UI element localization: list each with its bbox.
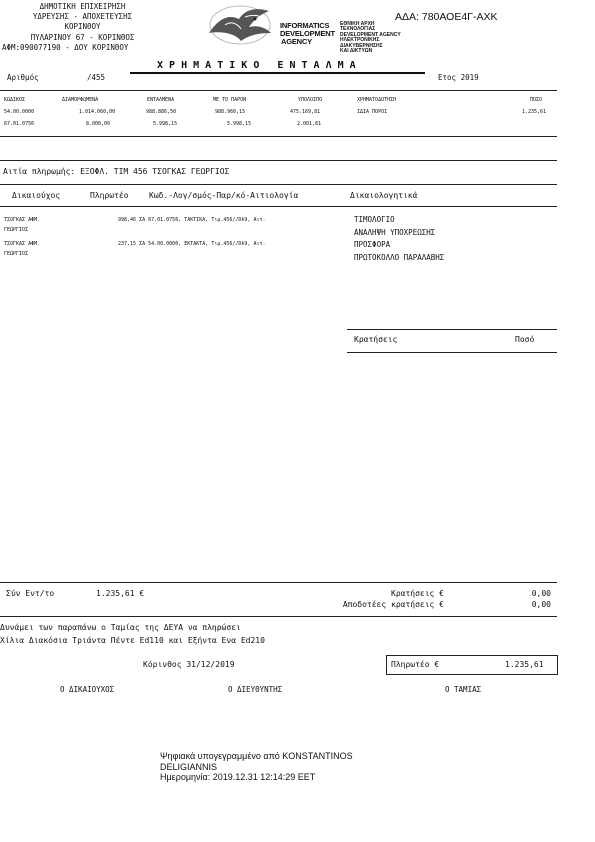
- col-formed: ΔΙΑΜΟΡΦΩΜΕΝΑ: [62, 97, 99, 103]
- row-formed: 8.000,00: [86, 121, 111, 127]
- documents-list: [354, 214, 444, 264]
- row-ordered: 5.998,15: [153, 121, 178, 127]
- budget-table: [0, 97, 557, 133]
- payable-label: Πληρωτέο €: [391, 660, 440, 669]
- number-value: /455: [87, 73, 106, 82]
- ada-number: ΑΔΑ: 780ΑΟΕ4Γ-ΑΧΚ: [395, 11, 498, 23]
- row-detail: 998,46 ΣΑ 67.01.0756, ΤΑΚΤΙΚΑ, Τιμ.456//Dk9, Αιτ.: [118, 217, 266, 223]
- table-row: [0, 121, 557, 133]
- digital-signature: [160, 751, 353, 783]
- divider-reason-top: [0, 160, 557, 161]
- place-date: Κόρινθος 31/12/2019: [143, 660, 235, 669]
- title-underline: [130, 72, 425, 74]
- divider-budget: [0, 136, 557, 137]
- withheld-deductions-value: 0,00: [531, 600, 551, 609]
- document-title: Χ Ρ Η Μ Α Τ Ι Κ Ο Ε Ν Τ Α Λ Μ Α: [157, 60, 356, 71]
- logo-text: [280, 22, 335, 46]
- deductions-label: Κρατήσεις: [354, 335, 398, 344]
- fiscal-year: Ετος 2019: [438, 73, 479, 82]
- authorization-line-2: Χίλια Διακόσια Τριάντα Πέντε Ed110 και Εξήντα Ενα Ed210: [0, 636, 265, 645]
- logo-greek-line-5: ΔΙΑΚΥΒΕΡΝΗΣΗΣ: [340, 42, 383, 49]
- list-item: ΠΡΩΤΟΚΟΛΛΟ ΠΑΡΑΛΑΒΗΣ: [354, 252, 445, 262]
- row-remaining: 475.169,81: [290, 109, 321, 115]
- number-label: Αριθμός: [7, 73, 39, 82]
- deductions-top-line: [347, 329, 557, 330]
- row-current: 988.960,15: [215, 109, 246, 115]
- total-entitled-value: 1.235,61 €: [96, 589, 145, 598]
- table-row: [4, 215, 344, 259]
- divider-detail-header: [0, 206, 557, 207]
- digital-signature-line-2: DELIGIANNIS: [160, 761, 218, 772]
- divider-reason-bottom: [0, 184, 557, 185]
- detail-row-2: [4, 239, 344, 249]
- col-current: ΜΕ ΤΟ ΠΑΡΟΝ: [213, 97, 247, 103]
- row-code: 67.01.0756: [4, 121, 35, 127]
- logo-greek-line-2: ΤΕΧΝΟΛΟΓΙΑΣ: [340, 26, 376, 33]
- payable-value: 1.235,61: [505, 660, 544, 669]
- col-remaining: ΥΠΟΛΟΙΠΟ: [298, 97, 323, 103]
- payment-reason: Αιτία πληρωμής: ΕΞΟΦΛ. ΤΙΜ 456 ΤΣΟΓΚΑΣ ΓΕΩΡΓΙΟΣ: [3, 167, 230, 176]
- phoenix-emblem-icon: [199, 3, 281, 47]
- org-name-line-3: ΚΟΡΙΝΘΟΥ: [64, 22, 101, 32]
- org-name-line-2: ΥΔΡΕΥΣΗΣ - ΑΠΟΧΕΤΕΥΣΗΣ: [32, 12, 133, 22]
- total-entitled-label: Σύν Εντ/το: [6, 589, 55, 598]
- org-address: ΠΥΛΑΡΙΝΟΥ 67 - ΚΟΡΙΝΘΟΣ: [30, 32, 135, 42]
- detail-col-payable: Πληρωτέο: [90, 191, 129, 200]
- withheld-deductions-label: Αποδοτέες κρατήσεις €: [342, 600, 444, 609]
- row-funding: ΙΔΙΑ ΠΟΡΟΙ: [357, 109, 388, 115]
- logo-greek-line-1: ΕΘΝΙΚΗ ΑΡΧΗ: [340, 21, 375, 27]
- logo-greek-text: [340, 22, 401, 54]
- logo-text-line-2: DEVELOPMENT: [280, 29, 335, 38]
- row-ordered: 988.886,50: [146, 109, 177, 115]
- signature-director: Ο ΔΙΕΥΘΥΝΤΗΣ: [228, 685, 283, 694]
- divider-totals: [0, 582, 557, 583]
- detail-row-1: [4, 215, 344, 225]
- signature-beneficiary: Ο ΔΙΚΑΙΟΥΧΟΣ: [60, 685, 115, 694]
- row-beneficiary: ΤΣΟΓΚΑΣ ΑΦΜ.: [4, 241, 41, 247]
- divider-authorization: [0, 616, 557, 617]
- deductions-amount-label: Ποσό: [515, 335, 535, 344]
- list-item: ΠΡΟΣΦΟΡΑ: [354, 240, 391, 249]
- digital-signature-line-1: Ψηφιακά υπογεγραμμένο από KONSTANTINOS: [160, 751, 353, 761]
- payable-box: [386, 655, 558, 675]
- digital-signature-line-3: Ημερομηνία: 2019.12.31 12:14:29 EET: [160, 772, 316, 782]
- col-code: ΚΩΔΙΚΟΣ: [4, 97, 26, 103]
- row-remaining: 2.001,81: [297, 121, 322, 127]
- total-deductions-label: Κρατήσεις €: [391, 589, 444, 598]
- authorization-line-1: Δυνάμει των παραπάνω ο Ταμίας της ΔΕΥΑ να πληρώσει: [0, 623, 241, 632]
- detail-col-code-reason: Κωδ.-Λογ/σμός-Παρ/κό-Αιτιολογία: [149, 191, 299, 200]
- row-code: 54.00.0000: [4, 109, 35, 115]
- row-current: 5.998,15: [227, 121, 252, 127]
- detail-col-documents: Δικαιολογητικά: [350, 191, 418, 200]
- signature-cashier: Ο ΤΑΜΙΑΣ: [445, 685, 482, 694]
- row-beneficiary: ΤΣΟΓΚΑΣ ΑΦΜ.: [4, 217, 41, 223]
- logo-text-line-1: INFORMATICS: [280, 21, 330, 30]
- organization-block: [0, 2, 165, 53]
- row-beneficiary-name: ΓΕΩΡΓΙΟΣ: [4, 251, 29, 257]
- detail-col-beneficiary: Δικαιούχος: [12, 191, 61, 200]
- col-funding: ΧΡΗΜΑΤΟΔΟΤΗΣΗ: [357, 97, 397, 103]
- budget-table-header: [0, 97, 557, 106]
- org-name-line-1: ΔΗΜΟΤΙΚΗ ΕΠΙΧΕΙΡΗΣΗ: [39, 2, 126, 11]
- list-item: ΤΙΜΟΛΟΓΙΟ: [354, 215, 395, 224]
- col-amount: ΠΟΣΟ: [530, 97, 543, 103]
- divider-top: [0, 90, 557, 91]
- logo-greek-line-4: ΗΛΕΚΤΡΟΝΙΚΗΣ: [340, 37, 380, 44]
- row-detail: 237,15 ΣΑ 54.00.0000, ΕΚΤΑΚΤΑ, Τιμ.456//Dk9, Αιτ.: [118, 241, 266, 247]
- table-row: [0, 109, 557, 121]
- row-beneficiary-name: ΓΕΩΡΓΙΟΣ: [4, 227, 29, 233]
- org-tax-id: ΑΦΜ:090077190 - ΔΟΥ ΚΟΡΙΝΘΟΥ: [2, 42, 129, 52]
- col-ordered: ΕΝΤΑΛΜΕΝΑ: [147, 97, 175, 103]
- row-amount: 1.235,61: [522, 109, 547, 115]
- total-deductions-value: 0,00: [531, 589, 551, 598]
- logo-greek-line-6: ΚΑΙ ΔΙΚΤΥΩΝ: [340, 48, 373, 55]
- ida-logo: [199, 3, 281, 47]
- list-item: ΑΝΑΛΗΨΗ ΥΠΟΧΡΕΩΣΗΣ: [354, 227, 436, 237]
- deductions-bottom-line: [347, 352, 557, 353]
- logo-text-line-3: AGENCY: [281, 37, 312, 46]
- logo-greek-line-3: DEVELOPMENT AGENCY: [340, 31, 401, 38]
- row-formed: 1.014.060,00: [79, 109, 116, 115]
